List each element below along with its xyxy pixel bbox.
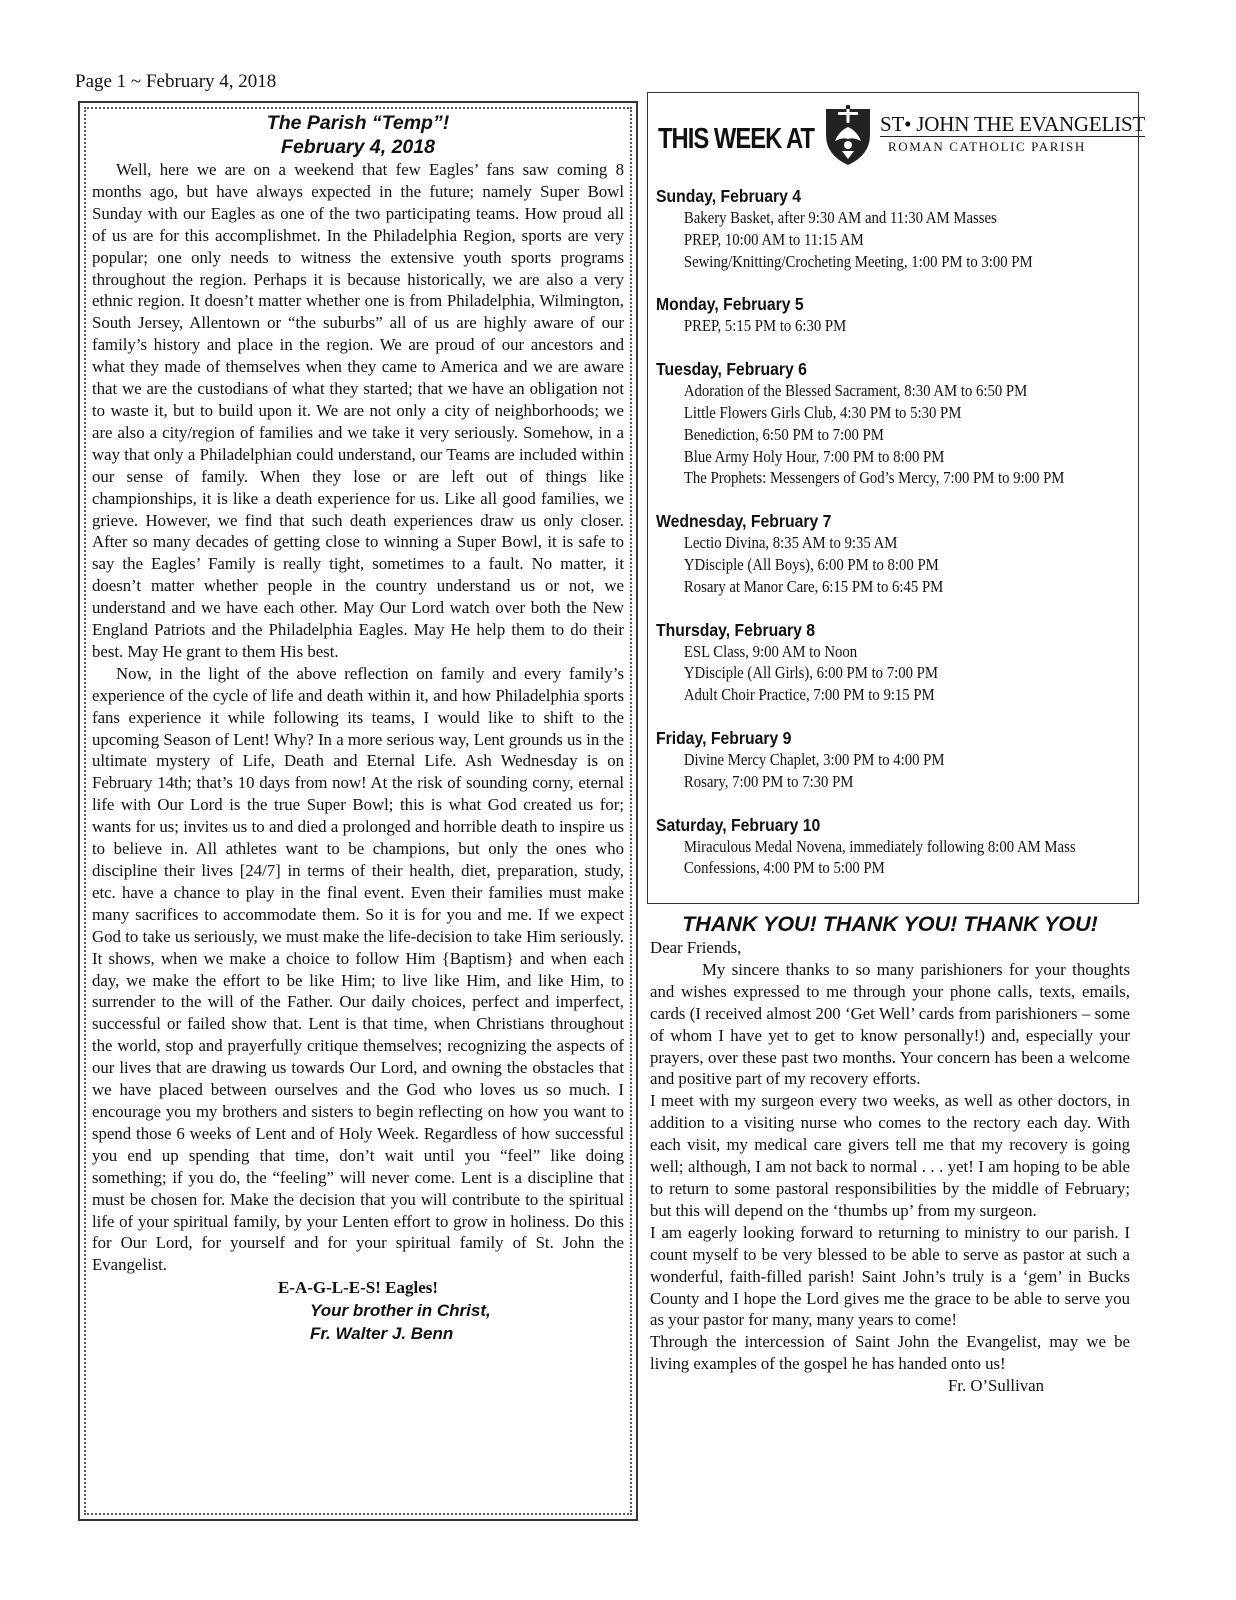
letter-body bbox=[92, 159, 624, 1276]
schedule-event: YDisciple (All Boys), 6:00 PM to 8:00 PM bbox=[683, 554, 939, 574]
thank-you-section bbox=[650, 911, 1130, 1397]
letter-paragraph: Now, in the light of the above reflection on family and every family’s experience of the cycle of life and death within it, and how Philadelphia sports fans experience it while following its teams, I would like to shift to the upcoming Season of Lent! Why? In a more serious way, Lent grounds us in the ultimate mystery of Life, Death and Eternal Life. Ash Wednesday is on February 14th; that’s 10 days from now! At the risk of sounding corny, eternal life with Our Lord is the true Super Bowl; this is what God created us for; wants for us; invites us to and died a prolonged and horrible death to inspire us to believe in. All athletes want to be champions, but only the ones who discipline their lives [24/7] in terms of their health, diet, preparation, study, etc. have a chance to play in the final event. Even their families must make many sacrifices to accommodate them. So it is for you and me. If we expect God to take us seriously, we must make the life-decision to take Him seriously. It shows, when we make a choice to follow Him {Baptism} and when each day, we make the effort to be like Him; to live like Him, and like Him, to surrender to the will of the Father. Our daily choices, perfect and imperfect, successful or failed show that. Lent is that time, when Christians throughout the world, stop and prayerfully critique themselves; recognizing the aspects of our lives that are drawing us towards Our Lord, and owning the obstacles that we have placed between ourselves and the God who loves us so much. I encourage you my brothers and sisters to begin reflecting on how you want to spend those 6 weeks of Lent and of Holy Week. Regardless of how successful you end up spending that time, don’t wait until you “feel” like doing something; if you do, the “feeling” will never come. Lent is a discipline that must be chosen for. Make the decision that you will contribute to the spiritual life of your spiritual family, by your Lenten effort to grow in holiness. Do this for Our Lord, for yourself and for your spiritual family of St. John the Evangelist. bbox=[92, 663, 624, 1275]
schedule-event: Miraculous Medal Novena, immediately following 8:00 AM Mass bbox=[683, 836, 1076, 856]
schedule-day bbox=[656, 358, 1130, 489]
schedule-event: Lectio Divina, 8:35 AM to 9:35 AM bbox=[683, 533, 898, 553]
day-heading: Saturday, February 10 bbox=[656, 814, 821, 835]
schedule-list bbox=[656, 185, 1130, 900]
parish-crest-icon bbox=[823, 105, 873, 167]
schedule-day bbox=[656, 619, 1130, 706]
thank-you-title: THANK YOU! THANK YOU! THANK YOU! bbox=[682, 912, 1098, 936]
letter-title: The Parish “Temp”! bbox=[266, 112, 450, 134]
schedule-event: Bakery Basket, after 9:30 AM and 11:30 AM Masses bbox=[683, 208, 997, 227]
schedule-day bbox=[656, 727, 1130, 793]
schedule-event: Sewing/Knitting/Crocheting Meeting, 1:00 PM to 3:00 PM bbox=[683, 251, 1033, 271]
schedule-event: ESL Class, 9:00 AM to Noon bbox=[683, 641, 858, 661]
thank-you-paragraph: I meet with my surgeon every two weeks, as well as other doctors, in addition to a visiting nurse who comes to the rectory each day. With each visit, my medical care givers tell me that my recovery is going well; although, I am not back to normal . . . yet! I am hoping to be able to return to some pastoral responsibilities by the middle of February; but this will depend on the ‘thumbs up’ from my surgeon. bbox=[650, 1091, 1130, 1220]
thank-you-signature: Fr. O’Sullivan bbox=[947, 1376, 1044, 1396]
letter-closing: Your brother in Christ, bbox=[310, 1301, 491, 1321]
thank-you-salutation: Dear Friends, bbox=[650, 938, 742, 957]
schedule-event: Rosary at Manor Care, 6:15 PM to 6:45 PM bbox=[683, 576, 944, 596]
eagles-cheer: E-A-G-L-E-S! Eagles! bbox=[277, 1278, 439, 1298]
schedule-day bbox=[656, 510, 1130, 597]
parish-subtitle: ROMAN CATHOLIC PARISH bbox=[888, 139, 1086, 154]
day-heading: Thursday, February 8 bbox=[656, 619, 816, 640]
this-week-box bbox=[647, 92, 1146, 904]
thank-you-paragraph: Through the intercession of Saint John the Evangelist, may we be living examples of the gospel he has handed onto us! bbox=[650, 1332, 1130, 1374]
schedule-event: Rosary, 7:00 PM to 7:30 PM bbox=[683, 771, 854, 791]
day-heading: Friday, February 9 bbox=[656, 727, 792, 748]
letter-date: February 4, 2018 bbox=[281, 136, 435, 158]
schedule-event: Blue Army Holy Hour, 7:00 PM to 8:00 PM bbox=[683, 446, 945, 466]
schedule-event: The Prophets: Messengers of God’s Mercy, 7:00 PM to 9:00 PM bbox=[683, 468, 1065, 488]
schedule-event: PREP, 5:15 PM to 6:30 PM bbox=[683, 316, 847, 336]
schedule-day bbox=[656, 814, 1130, 880]
day-heading: Wednesday, February 7 bbox=[656, 511, 832, 532]
schedule-event: YDisciple (All Girls), 6:00 PM to 7:00 PM bbox=[683, 663, 938, 683]
thank-you-paragraph: I am eagerly looking forward to returning to ministry to our parish. I count myself to be very blessed to be able to serve as pastor at such a wonderful, faith-filled parish! Saint John’s truly is a ‘gem’ in Bucks County and I hope the Lord gives me the grace to be able to serve you as your pastor for many, many years to come! bbox=[650, 1222, 1130, 1330]
parish-name: ST• JOHN THE EVANGELIST bbox=[880, 112, 1146, 136]
day-heading: Sunday, February 4 bbox=[656, 186, 802, 206]
schedule-event: Adoration of the Blessed Sacrament, 8:30 AM to 6:50 PM bbox=[683, 381, 1028, 401]
schedule-event: Divine Mercy Chaplet, 3:00 PM to 4:00 PM bbox=[683, 749, 945, 769]
this-week-header bbox=[658, 105, 1146, 167]
letter-paragraph: Well, here we are on a weekend that few Eagles’ fans saw coming 8 months ago, but have always expected in the future; namely Super Bowl Sunday with our Eagles as one of the two participating teams. How proud all of us are for this accomplishmet. In the Philadelphia Region, sports are very popular; one only needs to witness the extensive youth sports programs throughout the region. Perhaps it is because historically, we are also a very ethnic region. It doesn’t matter whether one is from Philadelphia, Wilmington, South Jersey, Allentown or “the suburbs” all of us are highly aware of our family’s history and place in the region. We are proud of our ancestors and what they made of themselves when they came to America and we are aware that we are the custodians of what they started; that we have an obligation not to waste it, but to build upon it. We are not only a city of neighborhoods; we are also a city/region of families and we take it very seriously. Somehow, in a way that only a Philadelphian could understand, our Teams are included within our sense of family. When they lose or are left out of things like championships, it is like a death experience for us. Like all good families, we grieve. However, we find that such death experiences draw us only closer. After so many decades of getting close to winning a Super Bowl, it is safe to say the Eagles’ Family is really tight, sometimes to a fault. No matter, it doesn’t matter whether people in the country understand us or not, we understand and we have each other. May Our Lord watch over both the New England Patriots and the Philadelphia Eagles. May He help them to do their best. May He grant to them His best. bbox=[92, 160, 624, 661]
this-week-title: THIS WEEK AT bbox=[658, 123, 814, 155]
schedule-day bbox=[656, 185, 1130, 272]
day-heading: Monday, February 5 bbox=[656, 294, 804, 315]
pastor-letter-box bbox=[78, 101, 638, 1521]
day-heading: Tuesday, February 6 bbox=[656, 359, 807, 380]
schedule-event: PREP, 10:00 AM to 11:15 AM bbox=[683, 229, 864, 249]
letter-signature: Fr. Walter J. Benn bbox=[310, 1324, 454, 1344]
schedule-event: Adult Choir Practice, 7:00 PM to 9:15 PM bbox=[683, 685, 935, 705]
schedule-day bbox=[656, 293, 1130, 337]
page-header: Page 1 ~ February 4, 2018 bbox=[75, 71, 277, 92]
schedule-event: Little Flowers Girls Club, 4:30 PM to 5:30 PM bbox=[683, 402, 962, 422]
schedule-event: Confessions, 4:00 PM to 5:00 PM bbox=[683, 858, 885, 878]
schedule-event: Benediction, 6:50 PM to 7:00 PM bbox=[683, 424, 884, 444]
thank-you-paragraph: My sincere thanks to so many parishioners for your thoughts and wishes expressed to me through your phone calls, texts, emails, cards (I received almost 200 ‘Get Well’ cards from parishioners – some of whom I have yet to get to know personally!) and, especially your prayers, over these past two months. Your concern has been a welcome and positive part of my recovery efforts. bbox=[650, 959, 1130, 1089]
